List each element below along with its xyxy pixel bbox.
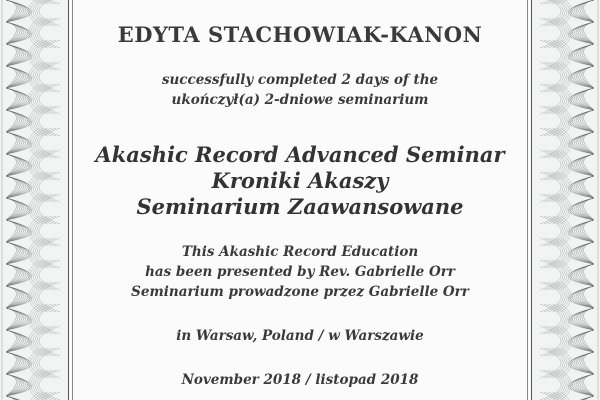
completion-text-en: successfully completed 2 days of the — [161, 72, 439, 88]
location-text: in Warsaw, Poland / w Warszawie — [176, 328, 424, 344]
completion-text-pl: ukończył(a) 2-dniowe seminarium — [171, 92, 429, 108]
presenter-line-3: Seminarium prowadzone przez Gabrielle Orr — [131, 284, 469, 300]
presenter-line-1: This Akashic Record Education — [181, 244, 419, 260]
seminar-title-line-1: Akashic Record Advanced Seminar — [95, 142, 505, 167]
seminar-title — [68, 142, 532, 220]
seminar-title-line-2: Kroniki Akaszy — [211, 168, 389, 193]
seminar-title-line-3: Seminarium Zaawansowane — [136, 194, 464, 219]
presenter-line-2: has been presented by Rev. Gabrielle Orr — [145, 264, 455, 280]
recipient-name: EDYTA STACHOWIAK-KANON — [117, 22, 483, 47]
date-text: November 2018 / listopad 2018 — [181, 372, 419, 388]
left-border-pattern — [2, 0, 60, 400]
right-border-pattern — [540, 0, 598, 400]
